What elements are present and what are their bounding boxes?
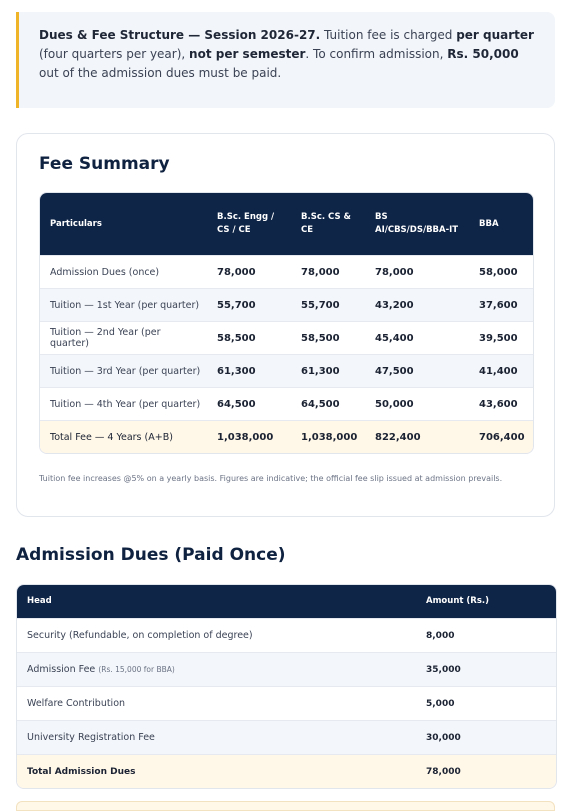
tuition-increase-note: Tuition fee increases @5% on a yearly basis. Figures are indicative; the official fee slip issued at admission prevails.	[39, 474, 503, 483]
fee-summary-header-row	[40, 193, 533, 256]
dues-head	[17, 653, 416, 687]
table-row	[40, 388, 533, 421]
row-label: Tuition — 2nd Year (per quarter)	[40, 322, 207, 355]
table-row	[40, 289, 533, 322]
cell-value: 41,400	[469, 355, 533, 388]
notice-bold-3: Rs. 50,000	[447, 47, 519, 61]
total-value: 1,038,000	[291, 421, 365, 454]
cell-value: 55,700	[291, 289, 365, 322]
cell-value: 58,500	[291, 322, 365, 355]
notice-bold-1: per quarter	[456, 28, 534, 42]
notice-bold-2: not per semester	[189, 47, 306, 61]
cell-value: 78,000	[365, 256, 469, 289]
total-value: 1,038,000	[207, 421, 291, 454]
cell-value: 58,500	[207, 322, 291, 355]
col-header-bsc-cs-ce: B.Sc. CS & CE	[291, 193, 365, 256]
dues-amount: 8,000	[416, 619, 556, 653]
col-header-particulars: Particulars	[40, 193, 207, 256]
table-row	[17, 687, 556, 721]
dues-head	[17, 687, 416, 721]
col-header-bs-ai: BS AI/CBS/DS/BBA-IT	[365, 193, 469, 256]
fee-summary-card	[16, 133, 555, 517]
row-label: Tuition — 1st Year (per quarter)	[40, 289, 207, 322]
cell-value: 55,700	[207, 289, 291, 322]
row-label: Admission Dues (once)	[40, 256, 207, 289]
cell-value: 78,000	[291, 256, 365, 289]
total-value: 822,400	[365, 421, 469, 454]
col-header-bsc-engg: B.Sc. Engg / CS / CE	[207, 193, 291, 256]
table-row	[40, 355, 533, 388]
cell-value: 43,600	[469, 388, 533, 421]
dues-head-label: Welfare Contribution	[27, 698, 126, 709]
table-row	[17, 653, 556, 687]
admission-dues-header-row	[17, 585, 556, 619]
total-row	[17, 755, 556, 789]
dues-head-label: Admission Fee	[27, 664, 99, 675]
cell-value: 43,200	[365, 289, 469, 322]
total-label: Total Admission Dues	[17, 755, 416, 789]
dues-amount: 30,000	[416, 721, 556, 755]
dues-head-subnote: (Rs. 15,000 for BBA)	[98, 665, 175, 674]
table-row	[17, 721, 556, 755]
table-row	[40, 256, 533, 289]
cell-value: 47,500	[365, 355, 469, 388]
cell-value: 58,000	[469, 256, 533, 289]
notice-text-3: . To confirm admission,	[305, 47, 448, 61]
notice-text-1: Tuition fee is charged	[320, 28, 457, 42]
cell-value: 78,000	[207, 256, 291, 289]
notice-text-4: out of the admission dues must be paid.	[39, 66, 282, 80]
cell-value: 64,500	[207, 388, 291, 421]
table-row	[40, 322, 533, 355]
cell-value: 45,400	[365, 322, 469, 355]
notice-text-2: (four quarters per year),	[39, 47, 190, 61]
cell-value: 61,300	[207, 355, 291, 388]
total-value: 706,400	[469, 421, 533, 454]
row-label: Tuition — 3rd Year (per quarter)	[40, 355, 207, 388]
fee-summary-title: Fee Summary	[39, 154, 170, 174]
col-header-amount: Amount (Rs.)	[416, 585, 556, 619]
session-notice	[16, 12, 555, 108]
dues-head-label: Security (Refundable, on completion of degree)	[27, 630, 253, 641]
row-label: Tuition — 4th Year (per quarter)	[40, 388, 207, 421]
total-label: Total Fee — 4 Years (A+B)	[40, 421, 207, 454]
dues-amount: 35,000	[416, 653, 556, 687]
dues-amount: 5,000	[416, 687, 556, 721]
cell-value: 39,500	[469, 322, 533, 355]
cell-value: 61,300	[291, 355, 365, 388]
total-row	[40, 421, 533, 454]
col-header-head: Head	[17, 585, 416, 619]
cell-value: 37,600	[469, 289, 533, 322]
dues-head	[17, 721, 416, 755]
next-section-edge	[16, 801, 555, 811]
fee-summary-table	[39, 192, 534, 454]
cell-value: 50,000	[365, 388, 469, 421]
admission-dues-table	[16, 584, 557, 789]
dues-head-label: University Registration Fee	[27, 732, 155, 743]
table-row	[17, 619, 556, 653]
cell-value: 64,500	[291, 388, 365, 421]
dues-head	[17, 619, 416, 653]
col-header-bba: BBA	[469, 193, 533, 256]
admission-dues-title: Admission Dues (Paid Once)	[16, 545, 286, 565]
total-value: 78,000	[416, 755, 556, 789]
notice-lead: Dues & Fee Structure — Session 2026-27.	[39, 28, 321, 42]
